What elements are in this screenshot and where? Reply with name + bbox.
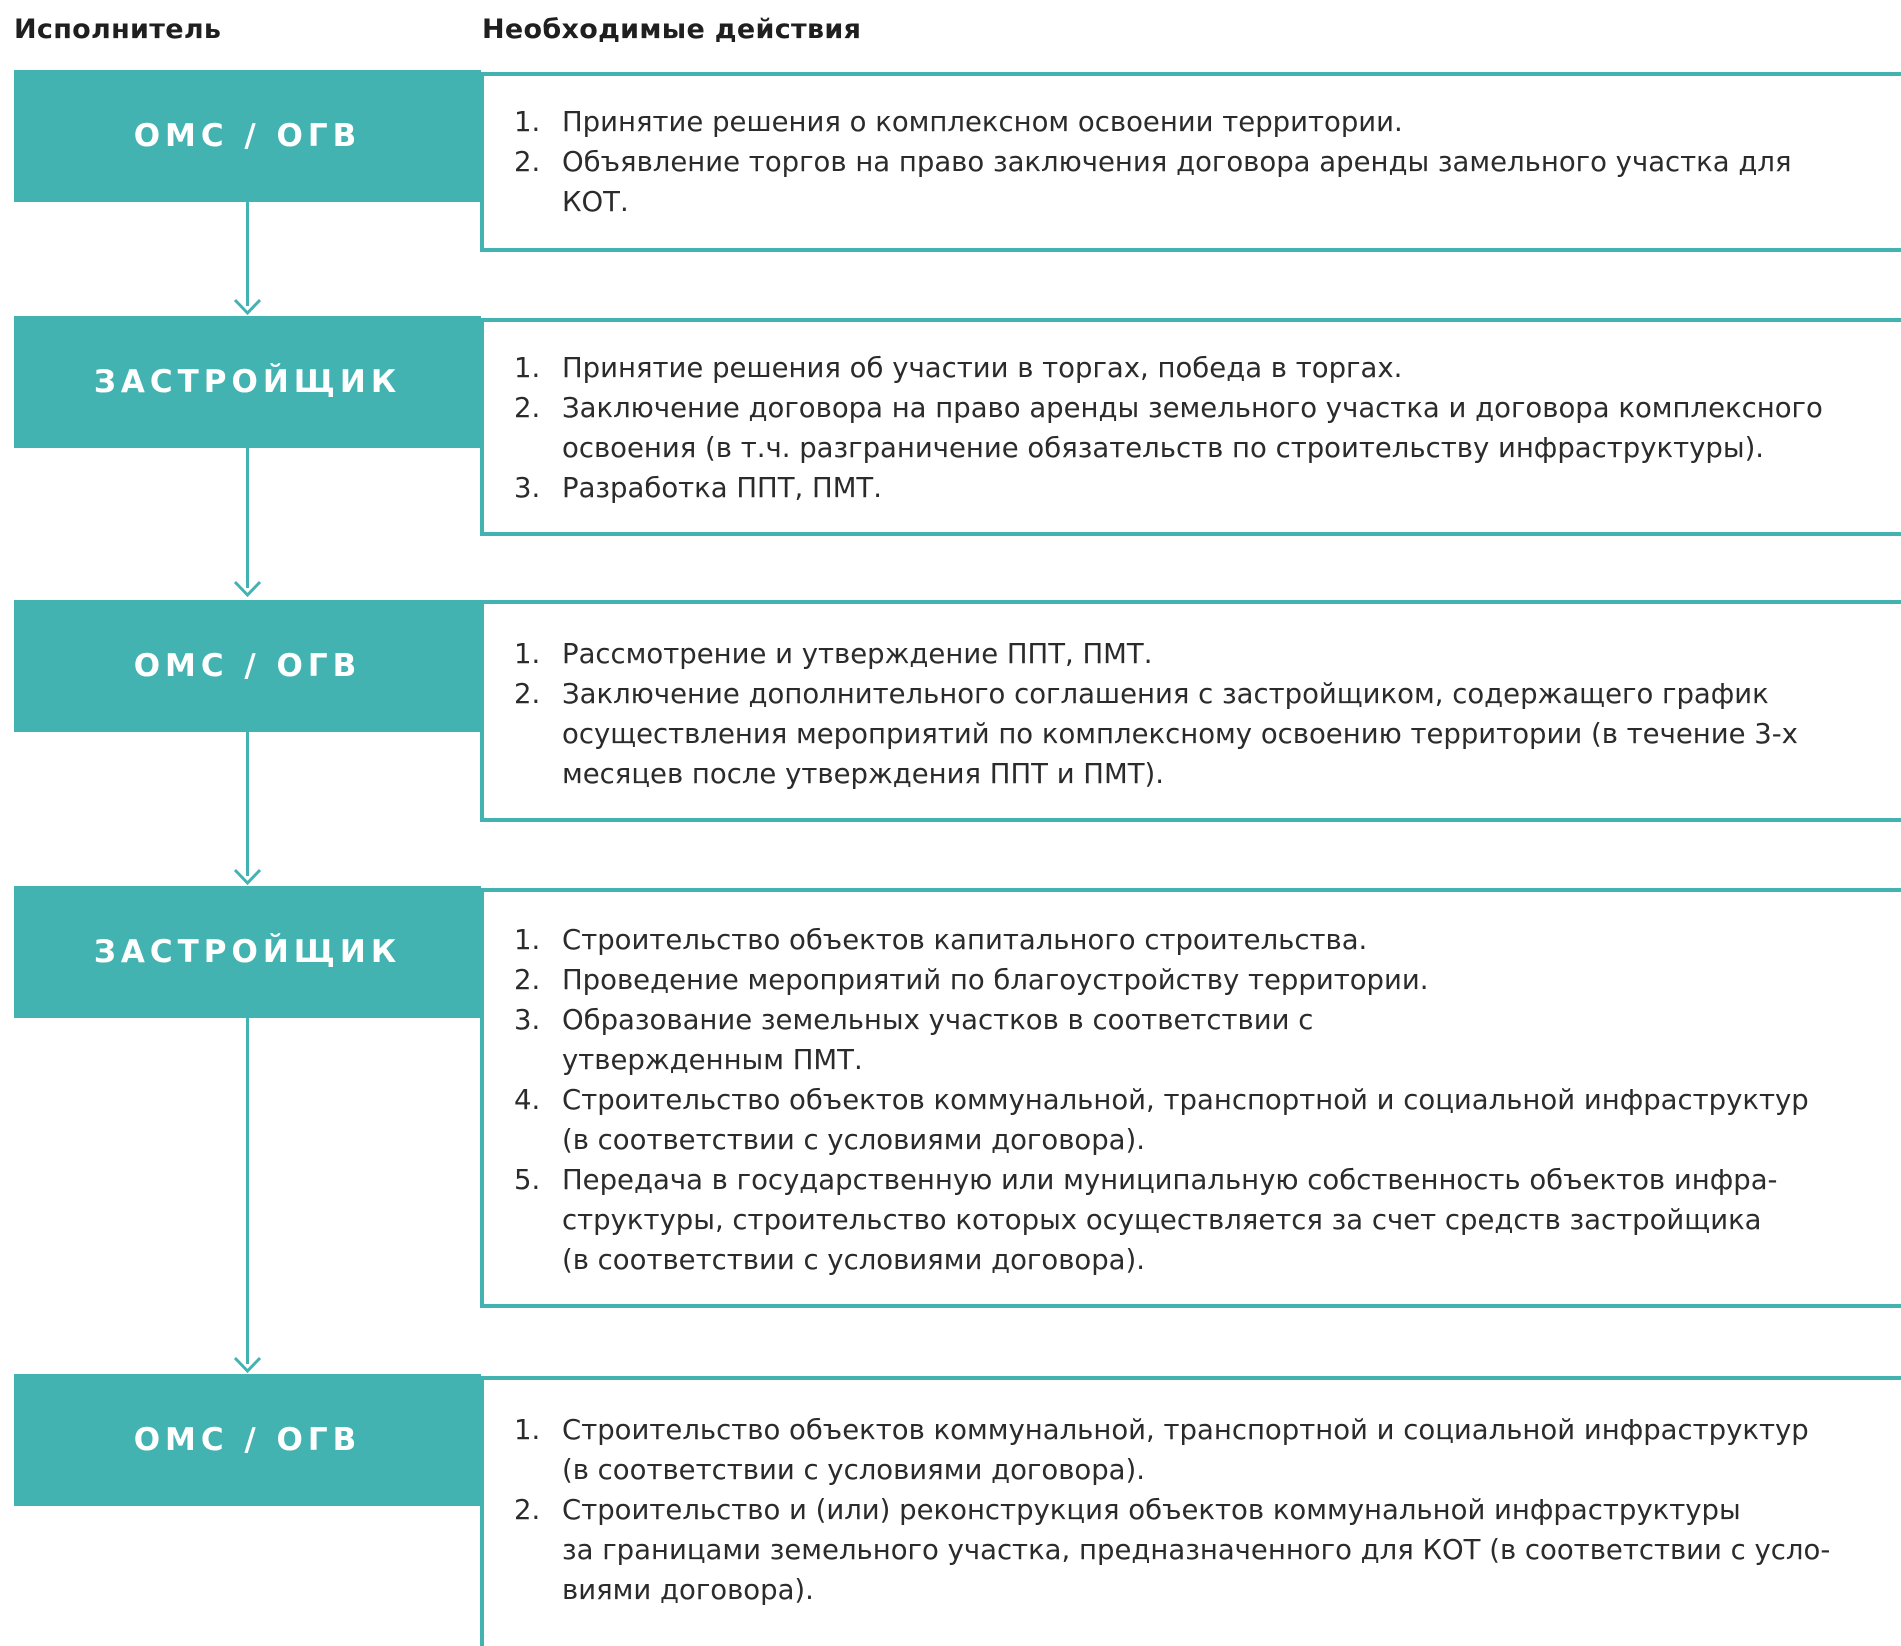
actions-box-step-2: [480, 318, 1901, 536]
action-text: Строительство объектов коммунальной, транспортной и социальной инфраструктур (в соответствии с условиями договора).: [562, 1414, 1809, 1486]
action-number: 1.: [514, 638, 541, 670]
actions-list-step-5: [514, 1410, 1887, 1610]
action-number: 3.: [514, 1004, 541, 1036]
connector-line-4: [246, 1018, 249, 1364]
action-number: 1.: [514, 352, 541, 384]
performer-column-header: Исполнитель: [14, 14, 222, 45]
action-number: 5.: [514, 1164, 541, 1196]
action-item: [514, 1160, 1887, 1280]
action-item: [514, 674, 1887, 794]
arrow-down-icon: [233, 868, 262, 886]
actions-box-step-4: [480, 888, 1901, 1308]
connector-line-1: [246, 202, 249, 306]
action-item: [514, 1000, 1887, 1080]
action-number: 2.: [514, 146, 541, 178]
action-item: [514, 388, 1887, 468]
action-number: 1.: [514, 1414, 541, 1446]
arrow-down-icon: [233, 580, 262, 598]
action-number: 3.: [514, 472, 541, 504]
actor-box-step-4: ЗАСТРОЙЩИК: [14, 886, 481, 1018]
arrow-down-icon: [233, 298, 262, 316]
actions-list-step-2: [514, 348, 1887, 508]
action-item: [514, 1080, 1887, 1160]
connector-line-2: [246, 448, 249, 588]
action-item: [514, 1490, 1887, 1610]
action-number: 1.: [514, 924, 541, 956]
action-text: Проведение мероприятий по благоустройству территории.: [562, 964, 1429, 996]
action-text: Рассмотрение и утверждение ППТ, ПМТ.: [562, 638, 1153, 670]
action-item: [514, 142, 1887, 222]
action-item: [514, 634, 1887, 674]
actor-box-step-5: ОМС / ОГВ: [14, 1374, 481, 1506]
actor-box-step-3: ОМС / ОГВ: [14, 600, 481, 732]
action-text: Строительство и (или) реконструкция объектов коммунальной инфраструктуры за границами земельного участка, предназначенного для КОТ (в соответствии с усло- виями договора).: [562, 1494, 1831, 1606]
arrow-down-icon: [233, 1356, 262, 1374]
actions-list-step-3: [514, 634, 1887, 794]
action-number: 1.: [514, 106, 541, 138]
action-text: Заключение дополнительного соглашения с застройщиком, содержащего график осуществления мероприятий по комплексному освоению территории (в течение 3-х месяцев после утверждения ППТ и ПМТ).: [562, 678, 1798, 790]
action-number: 2.: [514, 964, 541, 996]
action-text: Заключение договора на право аренды земельного участка и договора комплексного освоения (в т.ч. разграничение обязательств по строительству инфраструктуры).: [562, 392, 1823, 464]
action-text: Разработка ППТ, ПМТ.: [562, 472, 882, 504]
actions-list-step-1: [514, 102, 1887, 222]
actions-box-step-1: [480, 72, 1901, 252]
actor-box-step-1: ОМС / ОГВ: [14, 70, 481, 202]
action-item: [514, 960, 1887, 1000]
actions-box-step-5: [480, 1376, 1901, 1646]
action-text: Принятие решения о комплексном освоении территории.: [562, 106, 1403, 138]
action-text: Строительство объектов капитального строительства.: [562, 924, 1368, 956]
action-text: Объявление торгов на право заключения договора аренды замельного участка для КОТ.: [562, 146, 1792, 218]
action-item: [514, 1410, 1887, 1490]
action-number: 2.: [514, 1494, 541, 1526]
action-text: Передача в государственную или муниципальную собственность объектов инфра- структуры, строительство которых осуществляется за счет средств застройщика (в соответствии с условиями договора).: [562, 1164, 1778, 1276]
action-item: [514, 102, 1887, 142]
actions-list-step-4: [514, 920, 1887, 1280]
action-text: Образование земельных участков в соответствии с утвержденным ПМТ.: [562, 1004, 1314, 1076]
action-number: 4.: [514, 1084, 541, 1116]
action-item: [514, 348, 1887, 388]
actor-box-step-2: ЗАСТРОЙЩИК: [14, 316, 481, 448]
actions-column-header: Необходимые действия: [482, 14, 862, 45]
action-item: [514, 920, 1887, 960]
connector-line-3: [246, 732, 249, 876]
action-text: Принятие решения об участии в торгах, победа в торгах.: [562, 352, 1403, 384]
action-text: Строительство объектов коммунальной, транспортной и социальной инфраструктур (в соответствии с условиями договора).: [562, 1084, 1809, 1156]
action-number: 2.: [514, 392, 541, 424]
action-number: 2.: [514, 678, 541, 710]
action-item: [514, 468, 1887, 508]
actions-box-step-3: [480, 600, 1901, 822]
